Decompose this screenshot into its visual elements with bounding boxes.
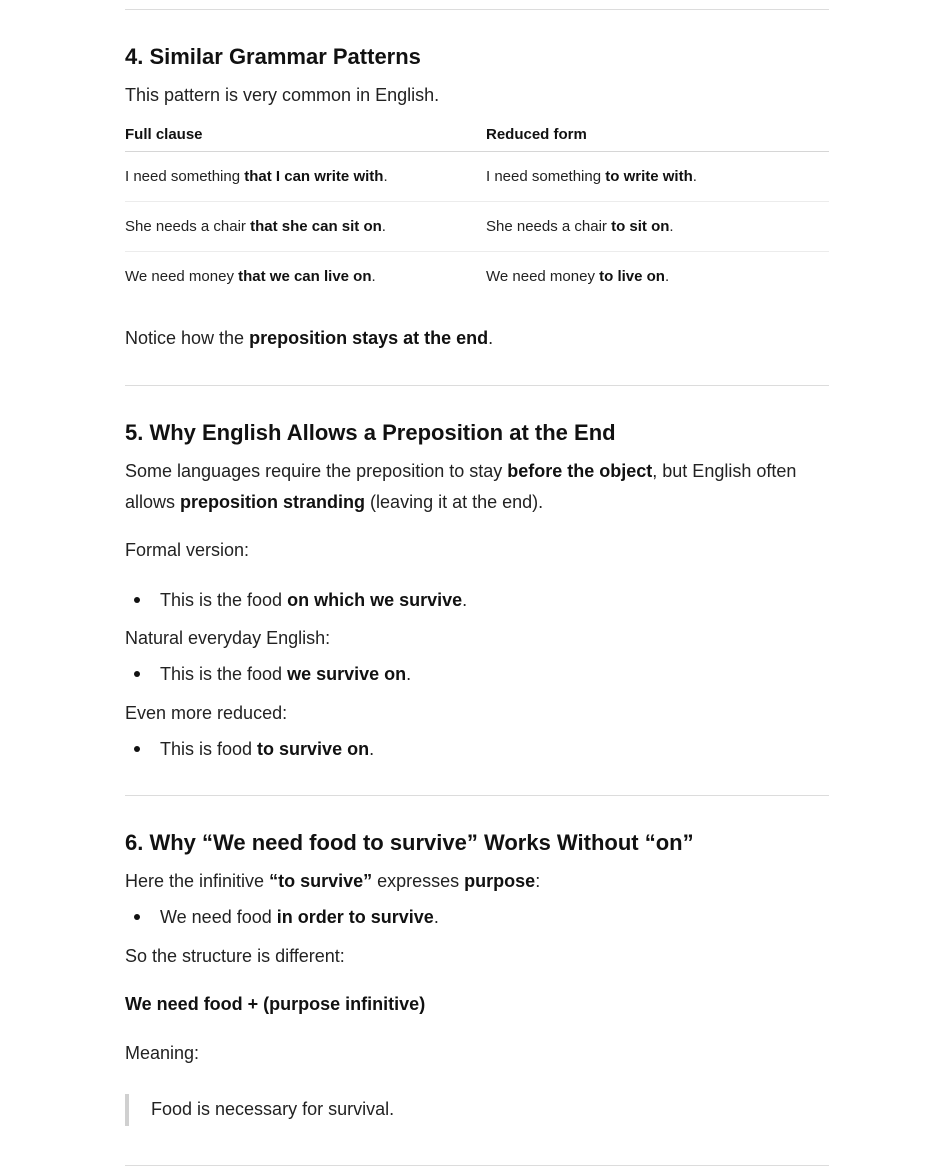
table-row	[125, 152, 829, 202]
section-4-intro: This pattern is very common in English.	[125, 85, 440, 105]
meaning-label: Meaning:	[125, 1043, 200, 1063]
table-cell-full: She needs a chair that she can sit on.	[125, 218, 386, 235]
even-more-reduced-label: Even more reduced:	[125, 703, 288, 723]
section-5-para-line-2: allows preposition stranding (leaving it at the end).	[125, 492, 544, 512]
divider-4-5	[125, 385, 829, 386]
section-5-para-line-1: Some languages require the preposition to stay before the object, but English often	[125, 461, 797, 481]
blockquote-bar	[125, 1094, 129, 1126]
table-cell-reduced: We need money to live on.	[486, 268, 670, 285]
section-6-intro: Here the infinitive “to survive” expresses purpose:	[125, 871, 541, 891]
natural-english-label: Natural everyday English:	[125, 628, 331, 648]
divider-bottom	[125, 1165, 829, 1166]
divider-top	[125, 9, 829, 10]
section-5-heading: 5. Why English Allows a Preposition at the End	[125, 420, 616, 445]
section-4-heading: 4. Similar Grammar Patterns	[125, 44, 421, 69]
table-header-reduced-form: Reduced form	[486, 126, 587, 143]
table-cell-full: We need money that we can live on.	[125, 268, 376, 285]
blockquote-text: Food is necessary for survival.	[151, 1099, 395, 1119]
table-row	[125, 202, 829, 252]
meaning-blockquote	[125, 1094, 829, 1126]
section-4-notice: Notice how the preposition stays at the end.	[125, 328, 494, 348]
table-header-row	[125, 118, 829, 152]
table-cell-full: I need something that I can write with.	[125, 168, 388, 185]
bullet-icon	[134, 914, 140, 920]
table-cell-reduced: I need something to write with.	[486, 168, 697, 185]
formal-version-label: Formal version:	[125, 540, 250, 560]
structure-label: So the structure is different:	[125, 946, 345, 966]
structure-formula: We need food + (purpose infinitive)	[125, 994, 426, 1014]
divider-5-6	[125, 795, 829, 796]
bullet-icon	[134, 671, 140, 677]
table-row	[125, 252, 829, 301]
patterns-table	[125, 118, 829, 301]
table-header-full-clause: Full clause	[125, 126, 203, 143]
bullet-icon	[134, 746, 140, 752]
bullet-icon	[134, 597, 140, 603]
table-cell-reduced: She needs a chair to sit on.	[486, 218, 674, 235]
section-6-heading: 6. Why “We need food to survive” Works Without “on”	[125, 830, 694, 855]
